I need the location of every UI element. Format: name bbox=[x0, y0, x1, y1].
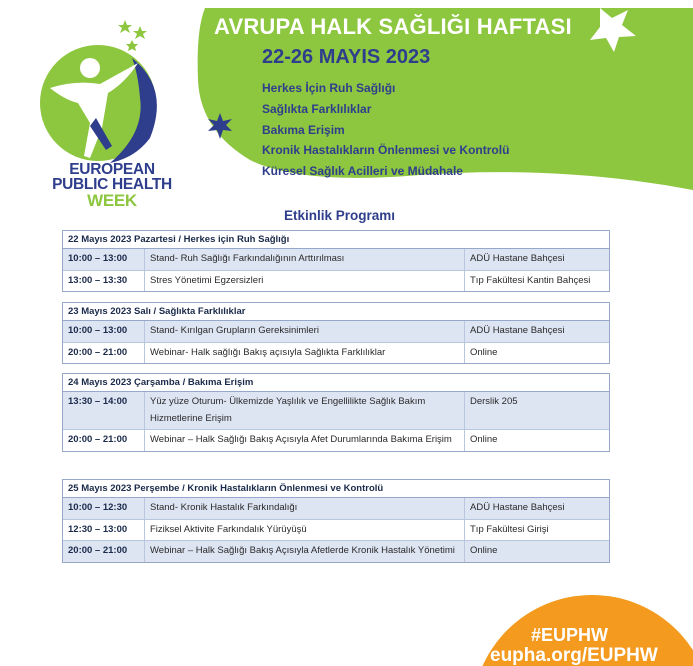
theme-item: Küresel Sağlık Acilleri ve Müdahale bbox=[262, 164, 463, 179]
theme-list bbox=[262, 78, 509, 182]
day-block bbox=[62, 373, 610, 452]
location-cell: ADÜ Hastane Bahçesi bbox=[470, 502, 565, 513]
location-cell: Online bbox=[470, 346, 498, 358]
day-heading: 25 Mayıs 2023 Perşembe / Kronik Hastalıkların Önlenmesi ve Kontrolü bbox=[63, 480, 609, 498]
theme-item: Bakıma Erişim bbox=[262, 122, 345, 137]
location-cell: Tıp Fakültesi Girişi bbox=[470, 523, 549, 535]
day-heading: 22 Mayıs 2023 Pazartesi / Herkes için Ruh Sağlığı bbox=[63, 231, 609, 249]
location-cell: ADÜ Hastane Bahçesi bbox=[470, 325, 565, 336]
event-dates: 22-26 MAYIS 2023 bbox=[262, 46, 431, 68]
theme-item: Kronik Hastalıkların Önlenmesi ve Kontrolü bbox=[262, 143, 510, 158]
location-cell: Online bbox=[470, 434, 498, 445]
theme-item: Herkes İçin Ruh Sağlığı bbox=[262, 81, 396, 95]
activity-cell: Webinar- Halk sağlığı Bakış açısıyla Sağlıkta Farklılıklar bbox=[145, 343, 465, 364]
day-heading: 23 Mayıs 2023 Salı / Sağlıkta Farklılıklar bbox=[63, 303, 609, 321]
time-cell: 20:00 – 21:00 bbox=[63, 343, 145, 364]
hashtag-text: #EUPHW bbox=[531, 625, 609, 645]
day-heading: 24 Mayıs 2023 Çarşamba / Bakıma Erişim bbox=[63, 374, 609, 392]
location-cell: Tıp Fakültesi Kantin Bahçesi bbox=[470, 274, 591, 286]
day-block bbox=[62, 230, 610, 292]
activity-cell: Stres Yönetimi Egzersizleri bbox=[145, 271, 465, 292]
time-cell: 10:00 – 13:00 bbox=[63, 249, 145, 270]
time-cell: 13:00 – 13:30 bbox=[63, 271, 145, 292]
logo-line: EUROPEAN bbox=[69, 161, 155, 178]
table-row bbox=[63, 520, 609, 542]
table-row bbox=[63, 430, 609, 451]
activity-cell: Fiziksel Aktivite Farkındalık Yürüyüşü bbox=[145, 520, 465, 541]
logo-text bbox=[47, 162, 177, 210]
time-cell: 13:30 – 14:00 bbox=[63, 392, 145, 429]
table-row bbox=[63, 321, 609, 343]
location-cell: Online bbox=[470, 545, 498, 556]
table-row bbox=[63, 392, 609, 430]
time-cell: 20:00 – 21:00 bbox=[63, 541, 145, 562]
activity-cell: Stand- Kırılgan Grupların Gereksinimleri bbox=[145, 321, 465, 342]
activity-cell: Stand- Kronik Hastalık Farkındalığı bbox=[145, 498, 465, 519]
time-cell: 10:00 – 12:30 bbox=[63, 498, 145, 519]
table-row bbox=[63, 249, 609, 271]
activity-cell: Webinar – Halk Sağlığı Bakış Açısıyla Afetlerde Kronik Hastalık Yönetimi bbox=[145, 541, 465, 562]
time-cell: 12:30 – 13:00 bbox=[63, 520, 145, 541]
page-title: AVRUPA HALK SAĞLIĞI HAFTASI bbox=[214, 14, 572, 39]
activity-cell: Webinar – Halk Sağlığı Bakış Açısıyla Afet Durumlarında Bakıma Erişim bbox=[145, 430, 465, 451]
day-block bbox=[62, 302, 610, 364]
activity-cell: Stand- Ruh Sağlığı Farkındalığının Arttırılması bbox=[145, 249, 465, 270]
table-row bbox=[63, 498, 609, 520]
website-link[interactable]: eupha.org/EUPHW bbox=[490, 645, 658, 666]
location-cell: Derslik 205 bbox=[470, 396, 518, 407]
day-block bbox=[62, 479, 610, 563]
activity-cell: Yüz yüze Oturum- Ülkemizde Yaşlılık ve Engellilikte Sağlık Bakım Hizmetlerine Erişim bbox=[145, 392, 465, 429]
logo-line: WEEK bbox=[87, 191, 137, 210]
logo-figure-icon bbox=[20, 18, 200, 168]
logo-line: PUBLIC HEALTH bbox=[52, 176, 172, 193]
table-row bbox=[63, 541, 609, 562]
table-row bbox=[63, 343, 609, 364]
program-title: Etkinlik Programı bbox=[284, 208, 396, 223]
location-cell: ADÜ Hastane Bahçesi bbox=[470, 253, 565, 264]
theme-item: Sağlıkta Farklılıklar bbox=[262, 101, 372, 116]
time-cell: 10:00 – 13:00 bbox=[63, 321, 145, 342]
table-row bbox=[63, 271, 609, 292]
time-cell: 20:00 – 21:00 bbox=[63, 430, 145, 451]
